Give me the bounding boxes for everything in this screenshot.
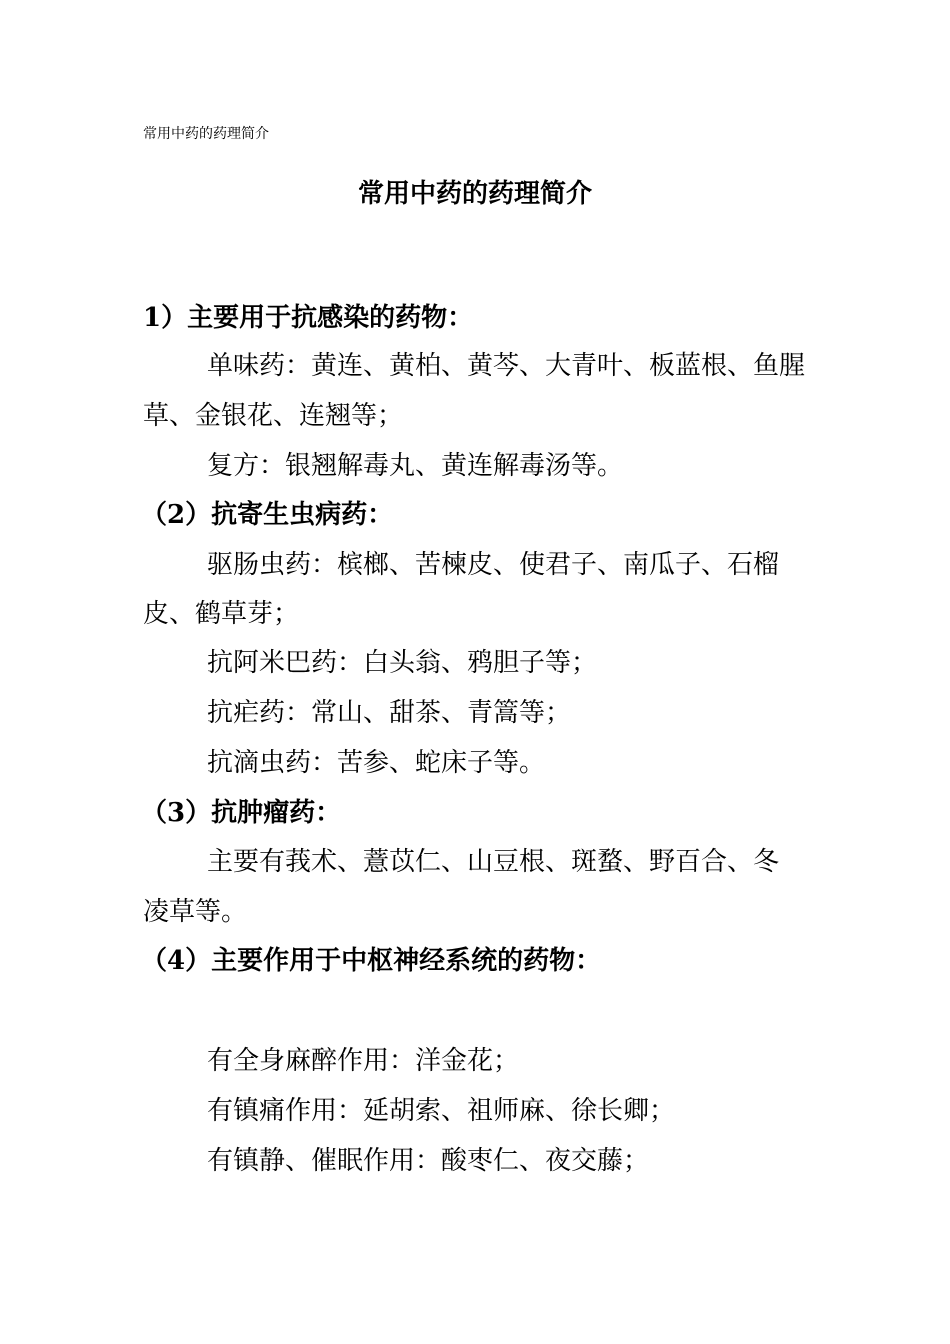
section-2-anthelmintic-line-1: 驱肠虫药：槟榔、苦楝皮、使君子、南瓜子、石榴: [207, 550, 780, 580]
section-2-anthelmintic-line-2: 皮、鹤草芽；: [143, 599, 300, 629]
section-2-heading: （2）抗寄生虫病药：: [141, 500, 394, 530]
section-1-single-herbs-line-1: 单味药：黄连、黄柏、黄芩、大青叶、板蓝根、鱼腥: [207, 351, 806, 381]
section-3-antitumor-line-2: 凌草等。: [143, 897, 248, 927]
section-2-anti-trichomonal: 抗滴虫药：苦参、蛇床子等。: [207, 748, 546, 778]
section-2-anti-amoebic: 抗阿米巴药：白头翁、鸦胆子等；: [207, 648, 598, 678]
section-1-single-herbs-line-2: 草、金银花、连翘等；: [143, 401, 404, 431]
page-title: 常用中药的药理简介: [357, 179, 592, 209]
section-4-anesthetic: 有全身麻醉作用：洋金花；: [207, 1046, 520, 1076]
section-4-analgesic: 有镇痛作用：延胡索、祖师麻、徐长卿；: [207, 1096, 676, 1126]
section-4-sedative: 有镇静、催眠作用：酸枣仁、夜交藤；: [207, 1146, 650, 1176]
section-2-antimalarial: 抗疟药：常山、甜茶、青篙等；: [207, 698, 572, 728]
section-1-compound-formulas: 复方：银翘解毒丸、黄连解毒汤等。: [207, 451, 624, 481]
section-4-heading: （4）主要作用于中枢神经系统的药物：: [141, 946, 602, 976]
section-1-heading: 1）主要用于抗感染的药物：: [143, 303, 474, 333]
page-header: 常用中药的药理简介: [143, 126, 269, 142]
section-3-heading: （3）抗肿瘤药：: [141, 798, 342, 828]
section-3-antitumor-line-1: 主要有莪术、薏苡仁、山豆根、斑蝥、野百合、冬: [207, 847, 780, 877]
